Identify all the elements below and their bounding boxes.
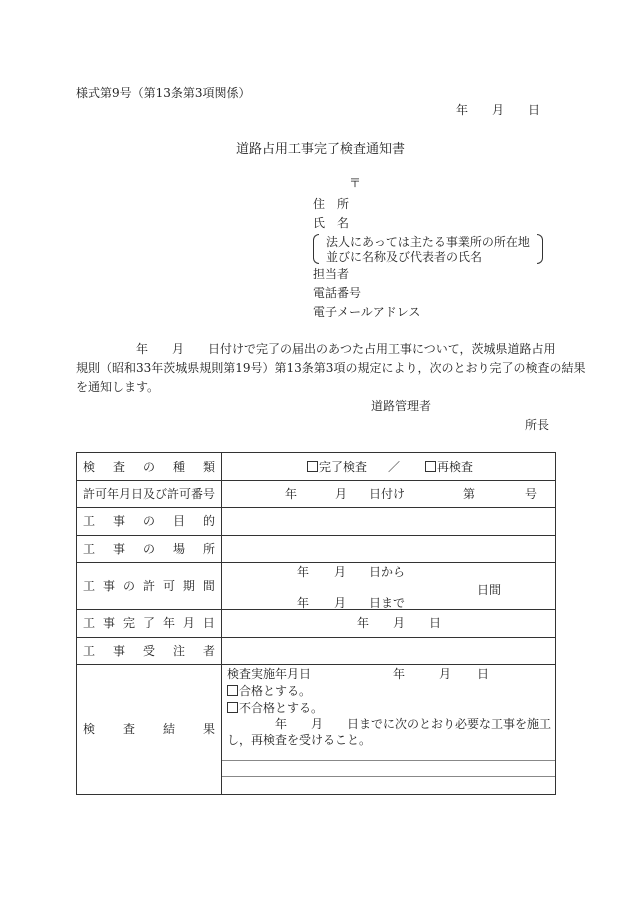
label-char: 果 (202, 722, 215, 736)
body-month: 月 (172, 342, 185, 356)
period-from-month: 月 (334, 565, 347, 579)
label-text: 許可年月日及び許可番号 (83, 486, 216, 501)
label-char: 間 (202, 578, 215, 593)
body-year: 年 (136, 342, 149, 356)
date-month: 月 (492, 103, 505, 117)
label-char: 検 (83, 722, 96, 736)
checkbox-icon (227, 685, 238, 696)
inspection-table (76, 452, 556, 795)
postal-mark: 〒 (349, 176, 362, 190)
label-char: 的 (202, 514, 215, 528)
permit-dai: 第 (463, 487, 476, 501)
email-label: 電子メールアドレス (313, 305, 421, 319)
label-char: 工 (83, 541, 96, 556)
label-char: 事 (102, 578, 115, 593)
result-writing-line (222, 776, 555, 777)
label-permit (83, 480, 215, 507)
checkbox-icon (425, 461, 436, 472)
completion-year: 年 (357, 616, 370, 630)
address-label-1: 住 (313, 197, 326, 211)
label-char: の (142, 514, 155, 528)
label-char: 許 (142, 578, 155, 593)
name-label-2: 名 (337, 216, 350, 230)
label-char: 可 (162, 578, 175, 593)
label-char: 月 (182, 616, 195, 630)
label-location (83, 535, 215, 562)
issuer-name: 所長 (525, 418, 550, 432)
label-char: 者 (202, 643, 215, 658)
label-char: 所 (202, 541, 215, 556)
permit-month: 月 (335, 487, 348, 501)
body-line2: 規則（昭和33年茨城県規則第19号）第13条第3項の規定により，次のとおり完了の検査の結果 (76, 361, 586, 375)
label-char: 査 (122, 722, 135, 736)
checkbox-re-inspection[interactable] (425, 461, 473, 473)
label-char: 工 (83, 514, 96, 528)
label-char: 事 (112, 514, 125, 528)
label-char: 期 (182, 578, 195, 593)
label-contractor (83, 637, 215, 664)
period-to-month: 月 (334, 596, 347, 610)
reinspect-line2: し，再検査を受けること。 (227, 733, 372, 747)
completion-month: 月 (393, 616, 406, 630)
label-char: 工 (83, 643, 96, 658)
person-in-charge-label: 担当者 (313, 267, 350, 281)
corp-note-line2: 並びに名称及び代表者の氏名 (326, 250, 483, 264)
date-year: 年 (456, 103, 469, 117)
option-label: 再検査 (437, 460, 474, 474)
label-char: 日 (202, 616, 215, 630)
label-char: 検 (83, 459, 96, 474)
body-line1: 日付けで完了の届出のあつた占用工事について，茨城県道路占用 (208, 342, 556, 356)
reinspect-month: 月 (311, 717, 324, 731)
option-label: 合格とする。 (239, 684, 312, 698)
label-char: 事 (112, 643, 125, 658)
checkbox-icon (307, 461, 318, 472)
result-date-label: 検査実施年月日 (227, 667, 312, 681)
label-inspection-type (83, 453, 215, 480)
inspection-type-separator: ／ (388, 460, 401, 474)
label-char: 種 (172, 459, 185, 474)
result-year: 年 (393, 667, 406, 681)
label-period (83, 562, 215, 609)
permit-day: 日付け (369, 487, 406, 501)
label-char: 受 (142, 643, 155, 658)
label-purpose (83, 507, 215, 535)
period-from-year: 年 (297, 565, 310, 579)
label-char: 目 (172, 514, 185, 528)
label-char: 事 (112, 541, 125, 556)
label-char: 場 (172, 541, 185, 556)
label-char: 事 (102, 616, 115, 630)
label-char: 工 (83, 616, 96, 630)
result-writing-line (222, 760, 555, 761)
result-day: 日 (477, 667, 490, 681)
period-from: 日から (369, 565, 406, 579)
phone-label: 電話番号 (313, 286, 362, 300)
label-char: 了 (142, 616, 155, 630)
option-label: 完了検査 (319, 460, 368, 474)
completion-day: 日 (429, 616, 442, 630)
label-result (83, 664, 215, 794)
document-title: 道路占用工事完了検査通知書 (236, 142, 406, 157)
form-number: 様式第9号（第13条第3項関係） (76, 86, 251, 100)
corp-note-bracket (313, 234, 543, 264)
address-label-2: 所 (337, 197, 350, 211)
label-char: 完 (122, 616, 135, 630)
label-char: の (142, 459, 155, 474)
bracket-right (537, 234, 543, 264)
permit-year: 年 (285, 487, 298, 501)
permit-go: 号 (525, 487, 538, 501)
period-to-year: 年 (297, 596, 310, 610)
label-char: 年 (162, 616, 175, 630)
label-completion-date (83, 609, 215, 637)
label-char: 結 (162, 722, 175, 736)
label-char: 注 (172, 643, 185, 658)
corp-note-line1: 法人にあっては主たる事業所の所在地 (326, 235, 530, 249)
label-char: 類 (202, 459, 215, 474)
period-days: 日間 (477, 583, 502, 597)
checkbox-completion-inspection[interactable] (307, 461, 367, 473)
label-char: の (122, 578, 135, 593)
option-label: 不合格とする。 (239, 701, 324, 715)
reinspect-year: 年 (275, 717, 288, 731)
bracket-left (313, 234, 319, 264)
label-char: 工 (83, 578, 96, 593)
reinspect-line1: 日までに次のとおり必要な工事を施工 (347, 717, 552, 731)
period-to: 日まで (369, 596, 406, 610)
table-divider (221, 453, 222, 794)
label-char: 査 (112, 459, 125, 474)
label-char: の (142, 541, 155, 556)
issuer-title: 道路管理者 (371, 399, 432, 413)
body-line3: を通知します。 (76, 380, 160, 394)
checkbox-pass[interactable] (227, 685, 311, 697)
checkbox-icon (227, 702, 238, 713)
checkbox-fail[interactable] (227, 702, 323, 714)
name-label-1: 氏 (313, 216, 326, 230)
date-day: 日 (528, 103, 541, 117)
result-month: 月 (439, 667, 452, 681)
